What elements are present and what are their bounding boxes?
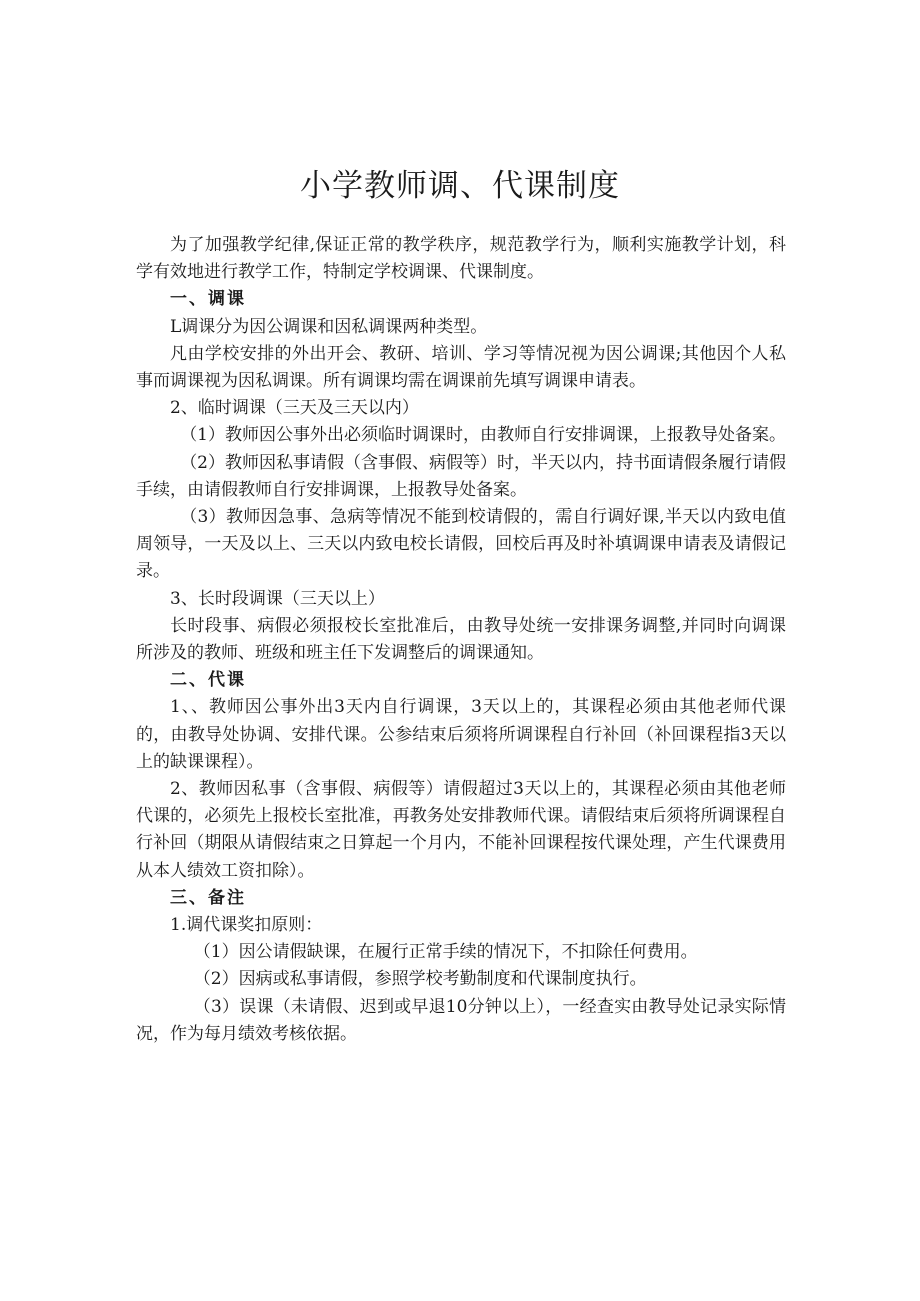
document-body: [136, 232, 786, 1048]
paragraph: （2）因病或私事请假，参照学校考勤制度和代课制度执行。: [193, 969, 647, 990]
paragraph: 2、教师因私事（含事假、病假等）请假超过3天以上的，其课程必须由其他老师代课的，必须先上报校长室批准，再教务处安排教师代课。请假结束后须将所调课程自行补回（期限从请假结束之日算起一个月内，不能补回课程按代课处理，产生代课费用从本人绩效工资扣除）。: [136, 779, 786, 881]
paragraph: 长时段事、病假必须报校长室批准后，由教导处统一安排课务调整,并同时向调课所涉及的教师、班级和班主任下发调整后的调课通知。: [136, 615, 786, 664]
paragraph: （3）误课（未请假、迟到或早退10分钟以上），一经查实由教导处记录实际情况，作为每月绩效考核依据。: [136, 996, 786, 1044]
paragraph: 1.调代课奖扣原则：: [170, 915, 323, 936]
paragraph: 3、长时段调课（三天以上）: [170, 588, 385, 609]
paragraph: 1、、教师因公事外出3天内自行调课，3天以上的，其课程必须由其他老师代课的，由教导处协调、安排代课。公参结束后须将所调课程自行补回（补回课程指3天以上的缺课课程）。: [136, 697, 786, 772]
intro-paragraph: 为了加强教学纪律,保证正常的教学秩序，规范教学行为，顺利实施教学计划，科学有效地进行教学工作，特制定学校调课、代课制度。: [136, 235, 786, 283]
paragraph: （2）教师因私事请假（含事假、病假等）时，半天以内，持书面请假条履行请假手续，由请假教师自行安排调课，上报教导处备案。: [136, 452, 787, 500]
section-heading-substitute: 二、代课: [170, 670, 246, 691]
paragraph: （1）教师因公事外出必须临时调课时，由教师自行安排调课，上报教导处备案。: [180, 425, 787, 446]
paragraph: 凡由学校安排的外出开会、教研、培训、学习等情况视为因公调课;其他因个人私事而调课视为因私调课。所有调课均需在调课前先填写调课申请表。: [136, 343, 786, 392]
paragraph: （1）因公请假缺课，在履行正常手续的情况下，不扣除任何费用。: [193, 942, 698, 963]
section-heading-adjust: 一、调课: [170, 289, 246, 310]
paragraph: （3）教师因急事、急病等情况不能到校请假的，需自行调好课,半天以内致电值周领导，一天及以上、三天以内致电校长请假，回校后再及时补填调课申请表及请假记录。: [136, 507, 786, 582]
document-title: 小学教师调、代课制度: [300, 168, 620, 204]
paragraph: L调课分为因公调课和因私调课两种类型。: [170, 316, 488, 337]
section-heading-notes: 三、备注: [170, 887, 246, 908]
paragraph: 2、临时调课（三天及三天以内）: [170, 398, 419, 419]
